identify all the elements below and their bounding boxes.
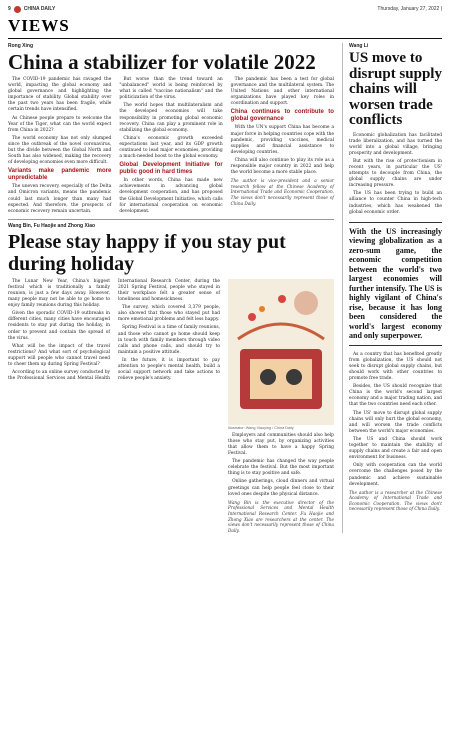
article-1-paragraph: In other words, China has made new achievements in advancing global development cooperation, and has proposed the Global Development Initiative, which calls for international cooperation on economic development. — [119, 178, 223, 214]
article-3-byline: Wang Li — [349, 43, 369, 49]
right-column — [342, 43, 442, 533]
page-number: 9 — [8, 6, 11, 12]
article-2-byline: Wang Bin, Fu Haojie and Zhong Xiao — [8, 222, 96, 229]
article-3-title: US move to disrupt supply chains will worsen trade conflicts — [349, 50, 442, 128]
article-1-paragraph: The world hopes that multilateralism and the developed economies will take responsibility in promoting global economic recovery. China can play a prominent role in stabilizing the global economy. — [119, 103, 223, 133]
article-1-paragraph: The pandemic has been a test for global governance and the multilateral system. The United Nations and other international organizations have played key roles in coordination and support. — [230, 77, 334, 107]
article-3-body — [349, 133, 442, 513]
article-3-paragraph: The US' move to disrupt global supply chains will only hurt the global economy, and will worsen the trade conflicts between the world's major economies. — [349, 410, 442, 434]
article-3-paragraph: Besides, the US should recognize that China is the world's second largest economy and a major trading nation, and that the two countries need each other. — [349, 384, 442, 408]
article-2 — [8, 223, 334, 534]
date-line: Thursday, January 27, 2022 | — [377, 6, 442, 12]
article-1-title: China a stabilizer for volatile 2022 — [8, 50, 316, 74]
article-1-subhead: China continues to contribute to global governance — [230, 109, 334, 123]
article-2-author-note: Wang Bin is the executive director of the Professional Services and Mental Health International Research Center. Fu Haojie and Zhong Xiao are researchers at the center. The views don't necessarily represent those of China Daily. — [228, 499, 334, 533]
article-2-title: Please stay happy if you stay put during holiday — [8, 230, 286, 275]
article-3-paragraph: As a country that has benefited greatly from globalization, the US should not seek to disrupt global supply chains, but should work with other countries to promote free trade. — [349, 351, 442, 382]
article-1-paragraph: But worse than the trend toward an "unbalanced" world is being reinforced by what is called "vaccine nationalism" and the politicization of the virus. — [119, 77, 223, 101]
article-2-paragraph: The survey, which covered 3,379 people, also showed that those who stayed put had more emotional problems and felt less happy. — [118, 305, 220, 323]
content-columns — [8, 43, 442, 533]
article-2-paragraph: According to an online survey conducted by the Professional Services and Mental Health International Research Center, during the 2021 Spring Festival, people who stayed in their workplace felt a greater sense of loneliness and homesickness. — [8, 278, 220, 382]
article-2-body — [8, 279, 220, 384]
article-1-paragraph: As Chinese people prepare to welcome the Year of the Tiger, what can the world expect from China in 2022? — [8, 115, 112, 133]
holiday-illustration — [228, 279, 334, 425]
article-1-author-note: The author is vice-president and a senior research fellow at the Chinese Academy of International Trade and Economic Cooperation. The views don't necessarily represent those of China Daily. — [230, 178, 334, 206]
article-2-paragraph: Online gatherings, cloud dinners and virtual greetings can help people feel close to their loved ones despite the physical distance. — [228, 479, 334, 497]
article-1-paragraph: With the UN's support China has become a major force in helping countries cope with the pandemic, providing vaccines, medical supplies and financial assistance to developing countries. — [230, 125, 334, 155]
article-3 — [349, 43, 442, 512]
article-1-subhead: Variants make pandemic more unpredictable — [8, 168, 112, 182]
illustration-graphic — [228, 279, 334, 425]
article-3-paragraph: The US has been trying to build an alliance to counter China in high-tech industries, which has weakened the global economic order. — [349, 191, 442, 215]
article-3-author-note: The author is a researcher at the Chinese Academy of International Trade and Economic Cooperation. The views don't necessarily represent those of China Daily. — [349, 489, 442, 512]
section-banner — [8, 16, 442, 39]
illustration-caption: Illustrator: Wang Xiaoying / China Daily — [228, 425, 294, 430]
article-1 — [8, 43, 334, 215]
article-2-illustration-column — [228, 279, 334, 534]
article-1-paragraph: The uneven recovery, especially of the Delta and Omicron variants, means the pandemic could last much longer than many had expected. And therefore, the prospects of economic recovery remain uncertain. — [8, 184, 112, 214]
article-1-subhead: Global Development Initiative for public good in hard times — [119, 162, 223, 176]
china-daily-logo-icon — [14, 6, 21, 13]
pull-quote: With the US increasingly viewing globalization as a zero-sum game, the economic competition between the world's two largest economies will further intensify. The US is highly vigilant of China's rise, because it has long been considered the world's largest economy and only superpower. — [349, 222, 442, 346]
article-2-paragraph: Given the sporadic COVID-19 outbreaks in different cities, many cities have encouraged residents to stay put during the holiday, in order to prevent and contain the spread of the virus. — [8, 311, 110, 341]
left-content — [8, 43, 334, 533]
article-2-layout — [8, 279, 334, 534]
article-divider — [8, 219, 334, 220]
article-2-paragraph: Spring Festival is a time of family reunions, and those who cannot go home should keep in touch with family members through video calls and phone calls, and should try to maintain a positive attitude. — [118, 325, 220, 355]
brand-name: CHINA DAILY — [23, 6, 56, 12]
article-1-body — [8, 77, 334, 215]
article-2-paragraph: The Lunar New Year, China's biggest festival which is traditionally a family reunion, is just a few days away. However, many people may not be able to go home to enjoy family reunions during this holiday. — [8, 278, 110, 309]
article-2-paragraph: The pandemic has changed the way people celebrate the festival. But the most important thing is to stay positive and safe. — [228, 459, 334, 477]
masthead — [8, 6, 55, 13]
article-2-paragraph: What will be the impact of the travel restrictions? And what sort of psychological support will people who cannot travel need to cheer them up during Spring Festival? — [8, 343, 110, 367]
section-title: VIEWS — [8, 16, 70, 35]
article-2-text-column — [8, 279, 220, 534]
article-1-paragraph: The world economy has not only slumped since the outbreak of the novel coronavirus, but the divide between the Global North and South has also widened, making the recovery of developing economies even more difficult. — [8, 135, 112, 166]
article-3-paragraph: The US and China should work together to maintain the stability of supply chains and create a fair and open environment for business. — [349, 436, 442, 461]
article-3-paragraph: But with the rise of protectionism in recent years, in particular the US' attempts to decouple from China, the global supply chains are under increasing pressure. — [349, 158, 442, 189]
article-3-paragraph: Only with cooperation can the world overcome the challenges posed by the pandemic and achieve sustainable development. — [349, 463, 442, 487]
article-1-paragraph: The COVID-19 pandemic has ravaged the world, impacting the global economy and global governance and highlighting the importance of stability. Global stability over the past two years has been fragile, while certain trends have intensified. — [8, 77, 112, 113]
article-2-paragraph: In the future, it is important to pay attention to people's mental health, build a social support network and take actions to relieve people's anxiety. — [118, 357, 220, 382]
article-1-paragraph: China will also continue to play its role as a responsible major country in 2022 and help the world become a more stable place. — [230, 157, 334, 176]
article-2-continued — [228, 433, 334, 534]
article-1-byline: Rong Xing — [8, 43, 33, 49]
article-1-paragraph: China's economic growth exceeded expectations last year, and its GDP growth continued to lead major economies, providing a much-needed boost to the global economy. — [119, 135, 223, 160]
page-header — [8, 4, 442, 14]
article-2-paragraph: Employers and communities should also help those who stay put, by organizing activities that allow them to have a happy Spring Festival. — [228, 432, 334, 457]
article-3-paragraph: Economic globalization has facilitated trade liberalization, and has turned the world into a global village, bringing prosperity and development. — [349, 132, 442, 156]
